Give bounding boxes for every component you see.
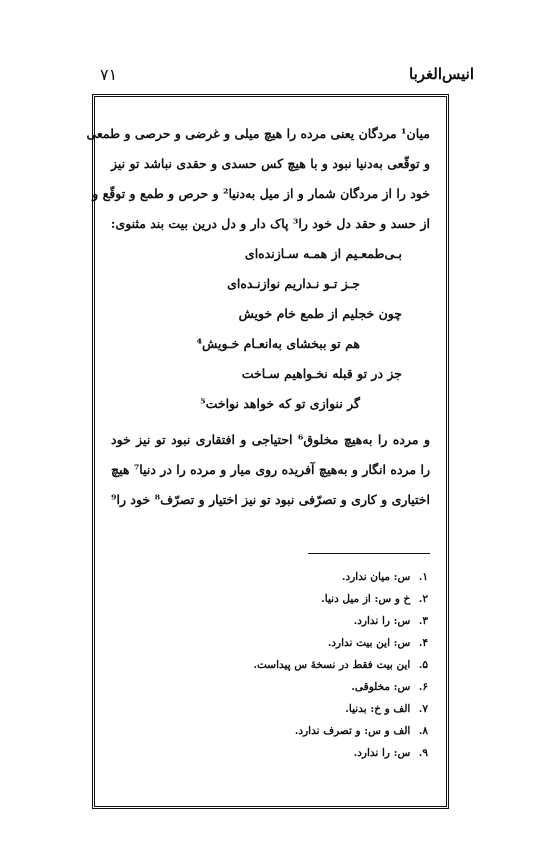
verse-line: بـی‌طمعـیم از همـه سـازنده‌ای [244, 246, 402, 261]
footnote-text: س: مخلوقی. [351, 681, 411, 693]
prose-line: میان¹ مردگان یعنی مرده را هیچ میلی و غرضی و حرصی و طمعی [86, 126, 430, 141]
prose-line: خود را از مردگان شمار و از میل به‌دنیا² و حرص و طمع و توقّع و [92, 186, 430, 201]
footnote-number: ۱. [418, 571, 428, 583]
footnote-number: ۷. [418, 703, 428, 715]
footnote [295, 723, 428, 739]
prose-line: و مرده را به‌هیچ مخلوق⁶ احتیاجی و افتقاری نبود تو نیز خود [111, 432, 430, 447]
footnote-text: الف و س: و تصرف ندارد. [294, 725, 411, 737]
running-title: انیس‌الغربا [409, 65, 474, 83]
verse-line: گر ننوازی تو که خواهد نواخت⁵ [200, 396, 360, 411]
footnote-text: س: میان ندارد. [341, 571, 411, 583]
footnote [351, 679, 428, 695]
footnote-text: این بیت فقط در نسخهٔ س پیداست. [253, 659, 411, 671]
verse-line: جز در تو قبله نخـواهیم سـاخت [241, 366, 402, 381]
footnote-text: خ و س: از میل دنیا. [321, 593, 411, 605]
footnote-text: س: را ندارد. [353, 747, 411, 759]
footnote [345, 701, 428, 717]
verse-line: جـز تـو نـداریم نوازنـده‌ای [227, 276, 360, 291]
footnote-text: س: این بیت ندارد. [327, 637, 411, 649]
prose-line: اختیاری و کاری و تصرّفی نبود تو نیز اختیار و تصرّف⁸ خود را⁹ [111, 492, 430, 507]
footnote [321, 591, 428, 607]
prose-line: را مرده انگار و به‌هیچ آفریده روی میار و مرده را در دنیا⁷ هیچ [111, 462, 430, 477]
prose-line: از حسد و حقد دل خود را³ پاک دار و دل درین بیت بند مثنوی: [110, 216, 430, 231]
footnote-number: ۵. [418, 659, 428, 671]
prose-line: و توقّعی به‌دنیا نبود و با هیچ کس حسدی و حقدی نباشد تو نیز [111, 156, 430, 171]
footnote-separator [308, 553, 430, 554]
footnote-number: ۳. [418, 615, 428, 627]
page-header [100, 62, 474, 86]
verse-line: هم تو ببخشای به‌انعـام خـویش⁴ [196, 336, 360, 351]
footnote [342, 569, 428, 585]
footnote-text: الف و خ: بدنیا. [345, 703, 411, 715]
footnote [253, 657, 428, 673]
footnote-number: ۲. [418, 593, 428, 605]
footnote [354, 613, 428, 629]
footnote-number: ۶. [418, 681, 428, 693]
footnote-number: ۴. [418, 637, 428, 649]
footnote-number: ۸. [418, 725, 428, 737]
text-frame [86, 94, 449, 809]
footnote [354, 745, 428, 761]
verse-line: چون خجلیم از طمع خام خویش [238, 306, 402, 321]
footnote-number: ۹. [418, 747, 428, 759]
footnote [328, 635, 428, 651]
footnote-text: س: را ندارد. [353, 615, 411, 627]
page-number: ۷۱ [100, 64, 118, 84]
page-body [86, 97, 446, 806]
